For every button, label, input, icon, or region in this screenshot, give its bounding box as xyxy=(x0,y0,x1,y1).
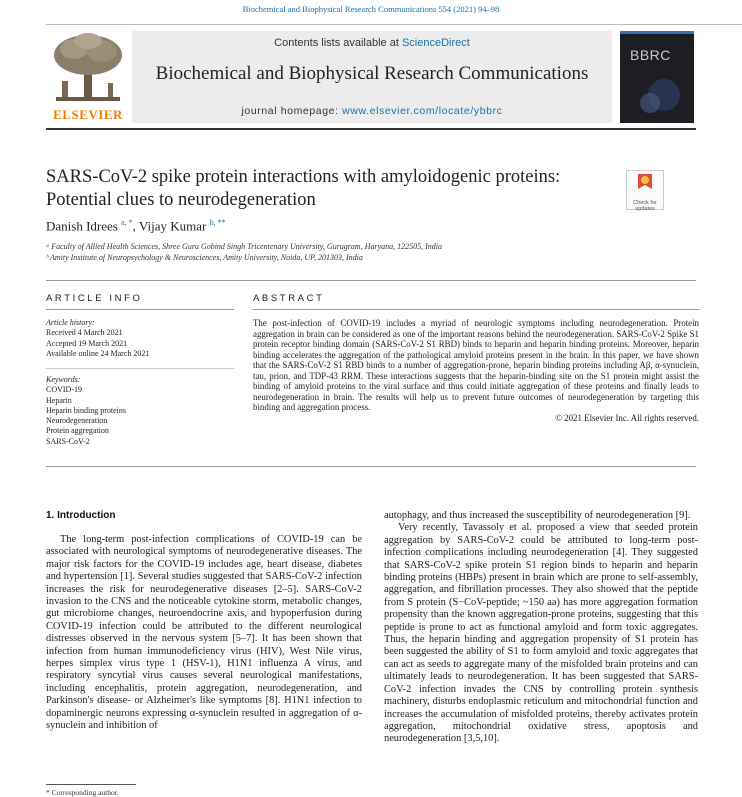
affiliation-a: ᵃ Faculty of Allied Health Sciences, Shree Guru Gobind Singh Tricentenary University, Gurugram, Haryana, 122505, India xyxy=(46,242,443,251)
author-list xyxy=(46,218,226,234)
keyword-item: Heparin xyxy=(46,395,72,405)
history-received: Received 4 March 2021 xyxy=(46,328,123,338)
publisher-logo-text: ELSEVIER xyxy=(53,107,123,122)
journal-cover[interactable] xyxy=(620,31,694,123)
abstract-rule-top xyxy=(253,309,699,310)
keywords-block xyxy=(46,375,126,447)
title-line-2: Potential clues to neurodegeneration xyxy=(46,190,316,210)
homepage-link[interactable]: www.elsevier.com/locate/ybbrc xyxy=(342,105,503,117)
article-title xyxy=(46,166,616,212)
paragraph: autophagy, and thus increased the susceptibility of neurodegeneration [9]. xyxy=(384,510,691,521)
keyword-item: COVID-19 xyxy=(46,385,82,395)
journal-homepage xyxy=(132,105,612,117)
affiliation-b: ᵇ Amity Institute of Neuropsychology & Neurosciences, Amity University, Noida, UP, 201303, India xyxy=(46,253,363,262)
homepage-prefix: journal homepage: xyxy=(241,105,343,117)
abstract-heading: ABSTRACT xyxy=(253,293,325,304)
author-separator: , xyxy=(132,218,139,234)
journal-name: Biochemical and Biophysical Research Communications xyxy=(155,63,589,84)
body-column-left xyxy=(46,534,362,733)
keyword-item: Protein aggregation xyxy=(46,426,109,436)
article-info-heading: ARTICLE INFO xyxy=(46,293,143,304)
cover-title: BBRC xyxy=(630,47,671,63)
history-online: Available online 24 March 2021 xyxy=(46,348,150,358)
author-1: Danish Idrees xyxy=(46,218,118,234)
sciencedirect-link[interactable]: ScienceDirect xyxy=(401,37,470,49)
keywords-label: Keywords: xyxy=(46,375,81,384)
article-history-label: Article history: xyxy=(46,318,95,327)
body-column-right xyxy=(384,510,698,746)
header-divider xyxy=(46,24,742,25)
copyright-line: © 2021 Elsevier Inc. All rights reserved. xyxy=(555,412,699,423)
keyword-item: SARS-CoV-2 xyxy=(46,436,90,446)
affiliation-divider xyxy=(46,280,696,281)
author-2: Vijay Kumar xyxy=(138,218,207,234)
keyword-item: Heparin binding proteins xyxy=(46,405,126,415)
keyword-item: Neurodegeneration xyxy=(46,416,108,426)
author-2-affil-mark[interactable]: b, ** xyxy=(209,218,226,227)
footnote-corresponding: * Corresponding author. xyxy=(46,788,119,797)
title-line-1: SARS-CoV-2 spike protein interactions with amyloidogenic proteins: xyxy=(46,167,561,187)
keywords-rule xyxy=(46,368,234,369)
masthead-banner xyxy=(132,31,612,123)
footnote-divider xyxy=(46,784,136,785)
article-history xyxy=(46,318,149,359)
crossmark-line-2: updates xyxy=(635,206,655,212)
check-for-updates-badge[interactable] xyxy=(626,170,664,210)
section-heading-introduction: 1. Introduction xyxy=(46,510,116,521)
contents-prefix: Contents lists available at xyxy=(274,37,402,49)
contents-availability xyxy=(132,37,612,49)
tree-icon xyxy=(46,31,130,105)
history-accepted: Accepted 19 March 2021 xyxy=(46,338,128,348)
article-info-rule xyxy=(46,309,234,310)
journal-masthead xyxy=(46,31,612,123)
paragraph: Very recently, Tavassoly et al. proposed a view that seeded protein aggregation by SARS-CoV-2 could be attributed to long-term post-infection complications including neurodegeneration [4]. They suggested that SARS-CoV-2 spike protein S1 region binds to heparin and heparin binding proteins (HBPs) present in brain which are prone to self-assembly, aggregation, and fibrillation processes. They also showed that the peptide from S protein (S−CoV-peptide; ~150 aa) has more aggregation formation propensity than the known aggregation-prone proteins, suggesting that this peptide is prone to act as functional amyloid and form toxic aggregates. Thus, the heparin binding and aggregation propensity of S1 protein has been suggested the ability of S1 to form amyloid and toxic aggregates that can act as seeds to aggregate many of the misfolded brain proteins and can ultimately leads to neurodegeneration. It has been suggested that SARS-CoV-2 infection invades the CNS by controlling protein synthesis machinery, disturbs endoplasmic reticulum and mitochondrial function and increases the accumulation of misfolded proteins, thereby activates protein aggregation, mitochondrial oxidative stress, apoptosis and neurodegeneration [3,5,10]. xyxy=(384,522,698,745)
crossmark-line-1: Check for xyxy=(633,200,657,206)
journal-citation[interactable]: Biochemical and Biophysical Research Communications 554 (2021) 94–98 xyxy=(242,4,500,14)
paragraph: The long-term post-infection complications of COVID-19 can be associated with neurological symptoms of neurodegenerative diseases. The major risk factors for the COVID-19 includes age, heart disease, diabetes and hypertension [1]. Several studies suggested that SARS-CoV-2 infection increases the risk for neurodegenerative diseases [2–5]. SARS-CoV-2 invasion to the CNS and the noticeable cytokine storm, metabolic changes, gut microbiome changes, neuroendocrine axis, and hypoperfusion during COVID-19 infection could be attributed to the different neurological distresses observed in the nervous system [5–7]. It has been shown that infection from human immunodeficiency virus (HIV), West Nile virus, herpes simplex virus type 1 (HSV-1), H1N1 influenza A virus, and respiratory syncytial virus causes several neurological manifestations, including encephalitis, protein aggregation, neurodegeneration, and Parkinson's disease- or Alzheimer's like symptoms [8]. H1N1 infection to dopaminergic neurons expressing α-synuclein resulted in aggregation of α-synuclein and inhibition of xyxy=(46,534,362,732)
masthead-rule xyxy=(46,128,696,130)
elsevier-tree-logo xyxy=(46,31,130,123)
abstract-text: The post-infection of COVID-19 includes a myriad of neurologic symptoms including neurodegeneration. Protein aggregation in brain can be considered as one of the important reasons behind the neurodegeneration. SARS-CoV-2 Spike S1 protein receptor binding domain (SARS-CoV-2 S1 RBD) binds to heparin and heparin binding proteins. Moreover, heparin binding accelerates the aggregation of the pathological amyloid proteins present in the brain. In this paper, we have shown that the SARS-CoV-2 S1 RBD binds to a number of aggregation-prone, heparin binding proteins including Aβ, α-synuclein, tau, prion, and TDP-43 RRM. These interactions suggests that the heparin-binding site on the S1 protein might assist the binding of amyloid proteins to the viral surface and thus could initiate aggregation of these proteins and finally leads to neurodegeneration in brain. The results will help us to prevent future outcomes of neurodegeneration by targeting this binding and aggregation process. xyxy=(253,318,699,413)
crossmark-icon xyxy=(627,171,663,195)
cover-art-icon xyxy=(620,31,694,123)
author-1-affil-mark[interactable]: a, * xyxy=(121,218,133,227)
abstract-rule-bottom xyxy=(46,466,696,467)
abstract-body xyxy=(253,318,699,423)
